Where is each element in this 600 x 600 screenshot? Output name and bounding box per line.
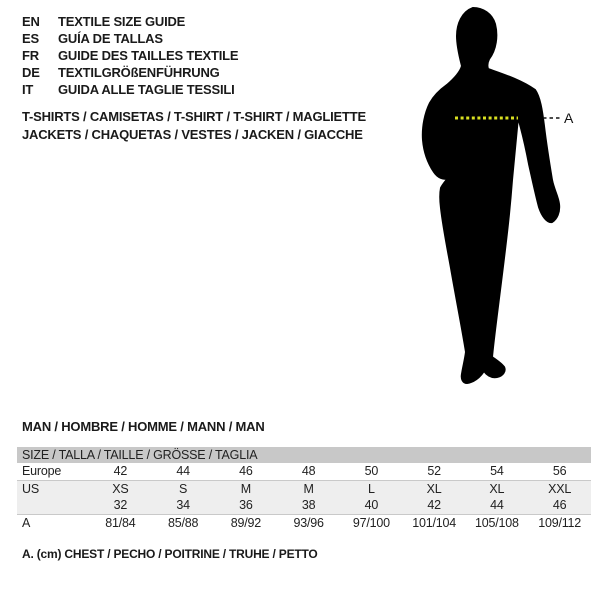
table-cell: 34 [176,498,190,512]
table-cell: 32 [113,498,128,512]
table-row-us [17,480,591,497]
man-figure [390,0,600,420]
table-cell: XS [112,482,129,496]
row-label: US [22,482,39,496]
table-row-numeric [17,497,591,514]
language-label: TEXTILGRÖßENFÜHRUNG [58,65,220,80]
table-cell: 46 [552,498,567,512]
table-cell: 54 [490,464,504,478]
table-cell: 85/88 [167,516,199,530]
table-cell: 52 [427,464,441,478]
table-cell: 46 [239,464,253,478]
language-row [22,81,238,98]
size-table-header: SIZE / TALLA / TAILLE / GRÖSSE / TAGLIA [17,447,591,463]
section-title-man: MAN / HOMBRE / HOMME / MANN / MAN [22,419,265,434]
table-cell: 93/96 [293,516,324,530]
table-cell: XXL [548,482,572,496]
language-list [22,13,238,98]
size-table [17,447,591,531]
row-label [17,497,89,514]
language-code: FR [22,48,39,63]
table-cell: S [179,482,188,496]
table-cell: 101/104 [412,516,457,530]
language-label: GUÍA DE TALLAS [58,31,163,46]
category-block [22,108,366,144]
table-cell: 44 [490,498,504,512]
row-label: A [22,516,31,530]
footnote-chest: A. (cm) CHEST / PECHO / POITRINE / TRUHE / PETTO [22,547,318,561]
table-cell: 97/100 [352,516,390,530]
table-cell: M [303,482,314,496]
category-line-jackets: JACKETS / CHAQUETAS / VESTES / JACKEN / GIACCHE [22,127,363,142]
language-label: TEXTILE SIZE GUIDE [58,14,186,29]
table-row-europe [17,463,591,480]
table-cell: 44 [176,464,190,478]
language-code: ES [22,31,39,46]
language-label: GUIDE DES TAILLES TEXTILE [58,48,239,63]
table-cell: 81/84 [105,516,136,530]
table-cell: 40 [364,498,379,512]
table-cell: 50 [364,464,379,478]
language-label: GUIDA ALLE TAGLIE TESSILI [58,82,235,97]
man-silhouette-svg [390,0,600,420]
category-line-tshirts: T-SHIRTS / CAMISETAS / T-SHIRT / T-SHIRT / MAGLIETTE [22,109,366,124]
table-cell: M [240,482,251,496]
language-row [22,13,238,30]
language-code: EN [22,14,40,29]
language-code: IT [22,82,34,97]
table-cell: 109/112 [538,516,582,530]
language-code: DE [22,65,40,80]
language-row [22,64,238,81]
measure-label-a: A [564,110,574,126]
table-cell: XL [489,482,505,496]
language-row [22,30,238,47]
table-cell: 105/108 [474,516,519,530]
language-row [22,47,238,64]
table-cell: 42 [427,498,441,512]
table-cell: L [367,482,375,496]
table-cell: 48 [301,464,316,478]
table-cell: 36 [239,498,253,512]
table-row-chest [17,514,591,531]
table-cell: 42 [113,464,128,478]
table-cell: XL [426,482,442,496]
table-cell: 89/92 [230,516,262,530]
man-silhouette [423,8,559,383]
row-label: Europe [22,464,62,478]
table-cell: 56 [552,464,567,478]
table-cell: 38 [301,498,316,512]
